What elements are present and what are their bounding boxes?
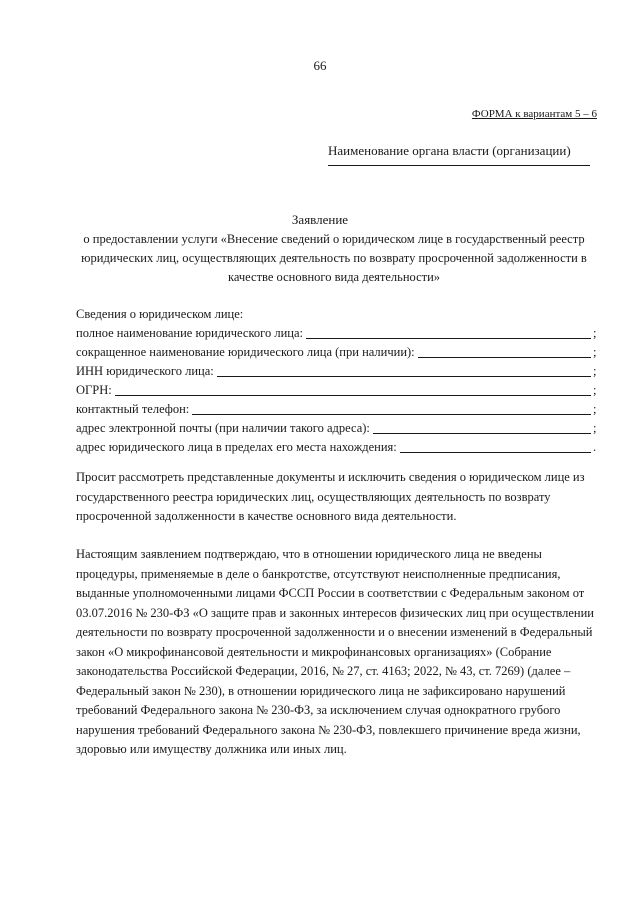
- field-email: [76, 419, 601, 438]
- field-punctuation: .: [593, 440, 597, 454]
- field-punctuation: ;: [593, 345, 597, 359]
- field-punctuation: ;: [593, 421, 597, 435]
- field-punctuation: ;: [593, 383, 597, 397]
- form-reference: ФОРМА к вариантам 5 – 6: [471, 108, 597, 120]
- field-short-name: [76, 343, 601, 362]
- field-full-name: [76, 324, 601, 343]
- authority-blank-line: [328, 165, 590, 166]
- field-label: адрес электронной почты (при наличии такого адреса):: [76, 421, 370, 435]
- fill-in-line[interactable]: [306, 338, 591, 339]
- field-address: [76, 438, 601, 457]
- field-label: контактный телефон:: [76, 402, 190, 416]
- legal-entity-fields: [76, 305, 601, 457]
- field-label: полное наименование юридического лица:: [76, 326, 303, 340]
- document-title: Заявление: [291, 212, 349, 227]
- request-paragraph: Просит рассмотреть представленные документы и исключить сведения о юридическом лице из государственного реестра юридических лиц, осуществляющих деятельность по возврату просроченной задолженности в качестве основного вида деятельности.: [76, 470, 585, 523]
- field-inn: [76, 362, 601, 381]
- field-label: адрес юридического лица в пределах его места нахождения:: [76, 440, 397, 454]
- page-number: 66: [313, 58, 327, 73]
- field-punctuation: ;: [593, 326, 597, 340]
- authority-label: Наименование органа власти (организации): [328, 143, 571, 158]
- fill-in-line[interactable]: [115, 395, 591, 396]
- fill-in-line[interactable]: [192, 414, 591, 415]
- field-phone: [76, 400, 601, 419]
- fields-header: Сведения о юридическом лице:: [76, 307, 244, 321]
- field-punctuation: ;: [593, 364, 597, 378]
- fill-in-line[interactable]: [373, 433, 591, 434]
- confirmation-paragraph: Настоящим заявлением подтверждаю, что в отношении юридического лица не введены процедуры, применяемые в деле о банкротстве, отсутствуют неисполненные предписания, выданные уполномоченными лицами ФССП России в соответствии с Федеральным законом от 03.07.2016 № 230-ФЗ «О защите прав и законных интересов физических лиц при осуществлении деятельности по возврату просроченной задолженности и о внесении изменений в Федеральный закон «О микрофинансовой деятельности и микрофинансовых организациях» (Собрание законодательства Российской Федерации, 2016, № 27, ст. 4163; 2022, № 43, ст. 7269) (далее – Федеральный закон № 230), в отношении юридического лица не зафиксировано нарушений требований Федерального закона № 230-ФЗ, за исключением случая однократного грубого нарушения требований Федерального закона № 230-ФЗ, повлекшего причинение вреда жизни, здоровью или имуществу должника или иных лиц.: [76, 547, 594, 756]
- field-label: ИНН юридического лица:: [76, 364, 214, 378]
- document-subtitle: о предоставлении услуги «Внесение сведений о юридическом лице в государственный реестр юридических лиц, осуществляющих деятельность по возврату просроченной задолженности в качестве основного вида деятельности»: [81, 232, 587, 284]
- fill-in-line[interactable]: [217, 376, 591, 377]
- field-label: сокращенное наименование юридического лица (при наличии):: [76, 345, 415, 359]
- field-label: ОГРН:: [76, 383, 112, 397]
- fill-in-line[interactable]: [400, 452, 591, 453]
- field-ogrn: [76, 381, 601, 400]
- fill-in-line[interactable]: [418, 357, 591, 358]
- field-punctuation: ;: [593, 402, 597, 416]
